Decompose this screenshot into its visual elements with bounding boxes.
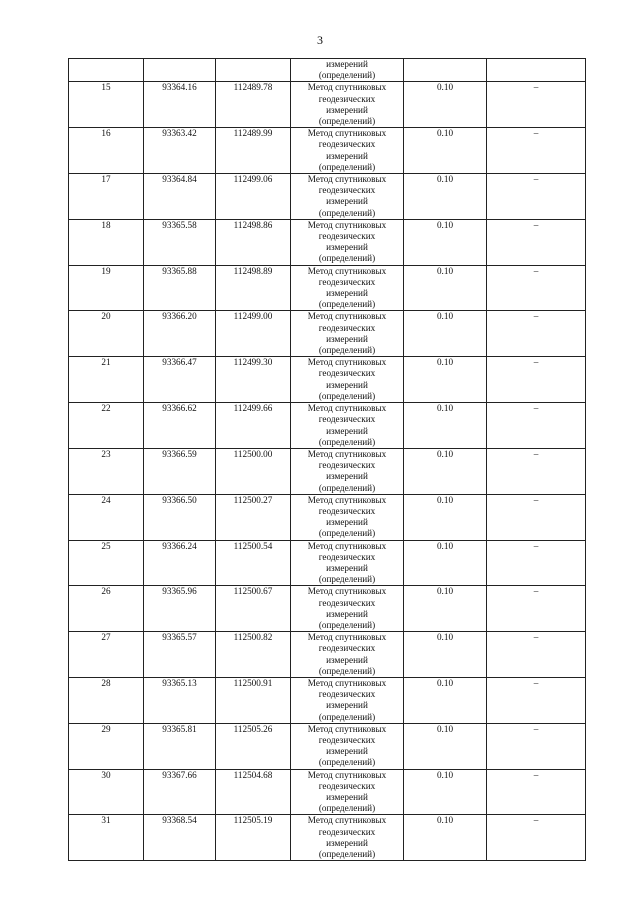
method-line: Метод спутниковых bbox=[307, 769, 387, 780]
method-line: (определений) bbox=[318, 528, 376, 539]
method-line: Метод спутниковых bbox=[307, 723, 387, 734]
table-row bbox=[69, 815, 586, 861]
method-line: (определений) bbox=[318, 619, 376, 630]
method-line: Метод спутниковых bbox=[307, 677, 387, 688]
cell-note: – bbox=[487, 632, 586, 678]
table-row bbox=[69, 494, 586, 540]
method-line: Метод спутниковых bbox=[307, 540, 387, 551]
method-line: геодезических bbox=[318, 551, 376, 562]
cell-note: – bbox=[487, 769, 586, 815]
table-row bbox=[69, 174, 586, 220]
table-row bbox=[69, 769, 586, 815]
cell-point-number: 22 bbox=[69, 403, 144, 449]
cell-method bbox=[291, 357, 404, 403]
method-line: (определений) bbox=[318, 849, 376, 860]
table-row bbox=[69, 540, 586, 586]
method-line: (определений) bbox=[318, 345, 376, 356]
table-row bbox=[69, 586, 586, 632]
cell-accuracy: 0.10 bbox=[404, 311, 487, 357]
method-line: измерений bbox=[326, 654, 368, 665]
method-line: измерений bbox=[326, 333, 368, 344]
cell-x: 93364.16 bbox=[144, 82, 216, 128]
cell-accuracy: 0.10 bbox=[404, 265, 487, 311]
coordinates-table bbox=[68, 58, 586, 861]
table-row bbox=[69, 128, 586, 174]
cell-x: 93366.20 bbox=[144, 311, 216, 357]
cell-y: 112500.91 bbox=[216, 677, 291, 723]
table-row bbox=[69, 311, 586, 357]
method-line: геодезических bbox=[318, 276, 376, 287]
cell-x: 93367.66 bbox=[144, 769, 216, 815]
cell-accuracy: 0.10 bbox=[404, 219, 487, 265]
cell-y: 112489.99 bbox=[216, 128, 291, 174]
method-line: (определений) bbox=[318, 711, 376, 722]
method-line: (определений) bbox=[318, 70, 376, 81]
cell-note: – bbox=[487, 174, 586, 220]
cell-accuracy: 0.10 bbox=[404, 723, 487, 769]
cell-y: 112500.27 bbox=[216, 494, 291, 540]
method-line: (определений) bbox=[318, 161, 376, 172]
table-row bbox=[69, 403, 586, 449]
method-line: геодезических bbox=[318, 780, 376, 791]
cell-point-number: 25 bbox=[69, 540, 144, 586]
method-line: измерений bbox=[326, 196, 368, 207]
method-line: измерений bbox=[326, 59, 368, 69]
cell-point-number bbox=[69, 59, 144, 82]
cell-note: – bbox=[487, 815, 586, 861]
method-line: (определений) bbox=[318, 482, 376, 493]
cell-accuracy bbox=[404, 59, 487, 82]
table-body bbox=[69, 59, 586, 861]
cell-y: 112498.86 bbox=[216, 219, 291, 265]
cell-method bbox=[291, 632, 404, 678]
cell-note: – bbox=[487, 448, 586, 494]
method-line: геодезических bbox=[318, 93, 376, 104]
cell-x: 93365.57 bbox=[144, 632, 216, 678]
cell-accuracy: 0.10 bbox=[404, 128, 487, 174]
method-line: геодезических bbox=[318, 689, 376, 700]
method-line: геодезических bbox=[318, 414, 376, 425]
cell-x: 93366.24 bbox=[144, 540, 216, 586]
method-line: (определений) bbox=[318, 757, 376, 768]
method-line: измерений bbox=[326, 792, 368, 802]
method-line: геодезических bbox=[318, 368, 376, 379]
cell-accuracy: 0.10 bbox=[404, 494, 487, 540]
cell-x: 93364.84 bbox=[144, 174, 216, 220]
cell-note: – bbox=[487, 723, 586, 769]
method-line: измерений bbox=[326, 379, 368, 390]
cell-note: – bbox=[487, 357, 586, 403]
cell-note bbox=[487, 59, 586, 82]
method-line: Метод спутниковых bbox=[307, 174, 387, 185]
cell-method bbox=[291, 448, 404, 494]
cell-accuracy: 0.10 bbox=[404, 403, 487, 449]
cell-accuracy: 0.10 bbox=[404, 540, 487, 586]
method-line: Метод спутниковых bbox=[307, 403, 387, 414]
table-row bbox=[69, 632, 586, 678]
method-line: Метод спутниковых bbox=[307, 448, 387, 459]
method-line: измерений bbox=[326, 562, 368, 573]
cell-method bbox=[291, 128, 404, 174]
cell-y: 112500.82 bbox=[216, 632, 291, 678]
method-line: (определений) bbox=[318, 299, 376, 310]
method-line: Метод спутниковых bbox=[307, 219, 387, 230]
cell-note: – bbox=[487, 586, 586, 632]
method-line: геодезических bbox=[318, 185, 376, 196]
cell-x bbox=[144, 59, 216, 82]
cell-x: 93366.47 bbox=[144, 357, 216, 403]
cell-method bbox=[291, 494, 404, 540]
cell-note: – bbox=[487, 540, 586, 586]
cell-method bbox=[291, 769, 404, 815]
cell-y: 112489.78 bbox=[216, 82, 291, 128]
cell-y: 112499.06 bbox=[216, 174, 291, 220]
cell-method bbox=[291, 677, 404, 723]
cell-point-number: 17 bbox=[69, 174, 144, 220]
cell-accuracy: 0.10 bbox=[404, 174, 487, 220]
cell-point-number: 16 bbox=[69, 128, 144, 174]
cell-note: – bbox=[487, 494, 586, 540]
method-line: геодезических bbox=[318, 460, 376, 471]
cell-y: 112504.68 bbox=[216, 769, 291, 815]
method-line: (определений) bbox=[318, 665, 376, 676]
cell-method bbox=[291, 174, 404, 220]
cell-note: – bbox=[487, 219, 586, 265]
table-row bbox=[69, 219, 586, 265]
cell-note: – bbox=[487, 311, 586, 357]
method-line: измерений bbox=[326, 104, 368, 115]
cell-accuracy: 0.10 bbox=[404, 586, 487, 632]
method-line: геодезических bbox=[318, 643, 376, 654]
cell-note: – bbox=[487, 128, 586, 174]
cell-point-number: 21 bbox=[69, 357, 144, 403]
method-line: измерений bbox=[326, 608, 368, 619]
cell-point-number: 20 bbox=[69, 311, 144, 357]
method-line: Метод спутниковых bbox=[307, 632, 387, 643]
cell-method bbox=[291, 59, 404, 82]
cell-note: – bbox=[487, 82, 586, 128]
cell-point-number: 26 bbox=[69, 586, 144, 632]
method-line: измерений bbox=[326, 288, 368, 299]
cell-x: 93365.81 bbox=[144, 723, 216, 769]
cell-point-number: 18 bbox=[69, 219, 144, 265]
method-line: Метод спутниковых bbox=[307, 128, 387, 139]
cell-x: 93365.96 bbox=[144, 586, 216, 632]
cell-method bbox=[291, 82, 404, 128]
method-line: Метод спутниковых bbox=[307, 357, 387, 368]
cell-point-number: 30 bbox=[69, 769, 144, 815]
method-line: геодезических bbox=[318, 505, 376, 516]
cell-accuracy: 0.10 bbox=[404, 632, 487, 678]
method-line: измерений bbox=[326, 517, 368, 528]
cell-y: 112499.66 bbox=[216, 403, 291, 449]
cell-x: 93366.59 bbox=[144, 448, 216, 494]
cell-y: 112498.89 bbox=[216, 265, 291, 311]
method-line: измерений bbox=[326, 471, 368, 482]
cell-point-number: 28 bbox=[69, 677, 144, 723]
method-line: (определений) bbox=[318, 436, 376, 447]
cell-x: 93366.50 bbox=[144, 494, 216, 540]
cell-x: 93368.54 bbox=[144, 815, 216, 861]
cell-y: 112505.19 bbox=[216, 815, 291, 861]
cell-y: 112500.54 bbox=[216, 540, 291, 586]
table-row bbox=[69, 677, 586, 723]
cell-point-number: 24 bbox=[69, 494, 144, 540]
cell-method bbox=[291, 403, 404, 449]
cell-x: 93365.88 bbox=[144, 265, 216, 311]
method-line: геодезических bbox=[318, 231, 376, 242]
method-line: геодезических bbox=[318, 826, 376, 837]
cell-point-number: 27 bbox=[69, 632, 144, 678]
cell-method bbox=[291, 815, 404, 861]
method-line: (определений) bbox=[318, 574, 376, 585]
method-line: измерений bbox=[326, 837, 368, 848]
cell-accuracy: 0.10 bbox=[404, 769, 487, 815]
cell-note: – bbox=[487, 677, 586, 723]
cell-method bbox=[291, 265, 404, 311]
method-line: измерений bbox=[326, 150, 368, 161]
cell-method bbox=[291, 219, 404, 265]
method-line: (определений) bbox=[318, 207, 376, 218]
cell-method bbox=[291, 723, 404, 769]
cell-y: 112499.00 bbox=[216, 311, 291, 357]
cell-x: 93366.62 bbox=[144, 403, 216, 449]
method-line: (определений) bbox=[318, 390, 376, 401]
cell-note: – bbox=[487, 403, 586, 449]
method-line: измерений bbox=[326, 746, 368, 757]
table-row-continued bbox=[69, 59, 586, 82]
method-line: Метод спутниковых bbox=[307, 265, 387, 276]
cell-accuracy: 0.10 bbox=[404, 82, 487, 128]
method-line: измерений bbox=[326, 242, 368, 253]
method-line: геодезических bbox=[318, 597, 376, 608]
cell-x: 93365.13 bbox=[144, 677, 216, 723]
method-line: измерений bbox=[326, 425, 368, 436]
cell-point-number: 31 bbox=[69, 815, 144, 861]
method-line: геодезических bbox=[318, 734, 376, 745]
cell-point-number: 19 bbox=[69, 265, 144, 311]
cell-accuracy: 0.10 bbox=[404, 815, 487, 861]
cell-point-number: 23 bbox=[69, 448, 144, 494]
cell-accuracy: 0.10 bbox=[404, 448, 487, 494]
method-line: Метод спутниковых bbox=[307, 494, 387, 505]
method-line: Метод спутниковых bbox=[307, 82, 387, 93]
cell-x: 93363.42 bbox=[144, 128, 216, 174]
cell-y bbox=[216, 59, 291, 82]
method-line: (определений) bbox=[318, 253, 376, 264]
cell-method bbox=[291, 586, 404, 632]
table-row bbox=[69, 357, 586, 403]
cell-y: 112499.30 bbox=[216, 357, 291, 403]
cell-y: 112500.00 bbox=[216, 448, 291, 494]
cell-method bbox=[291, 540, 404, 586]
table-row bbox=[69, 723, 586, 769]
cell-point-number: 15 bbox=[69, 82, 144, 128]
cell-accuracy: 0.10 bbox=[404, 357, 487, 403]
cell-y: 112505.26 bbox=[216, 723, 291, 769]
method-line: Метод спутниковых bbox=[307, 815, 387, 826]
cell-accuracy: 0.10 bbox=[404, 677, 487, 723]
cell-method bbox=[291, 311, 404, 357]
table-row bbox=[69, 82, 586, 128]
cell-point-number: 29 bbox=[69, 723, 144, 769]
table-row bbox=[69, 265, 586, 311]
cell-x: 93365.58 bbox=[144, 219, 216, 265]
method-line: геодезических bbox=[318, 322, 376, 333]
method-line: геодезических bbox=[318, 139, 376, 150]
cell-note: – bbox=[487, 265, 586, 311]
method-line: Метод спутниковых bbox=[307, 586, 387, 597]
method-line: (определений) bbox=[318, 116, 376, 127]
method-line: измерений bbox=[326, 700, 368, 711]
cell-y: 112500.67 bbox=[216, 586, 291, 632]
method-line: (определений) bbox=[318, 803, 376, 814]
page-number: 3 bbox=[317, 33, 323, 47]
table-row bbox=[69, 448, 586, 494]
method-line: Метод спутниковых bbox=[307, 311, 387, 322]
